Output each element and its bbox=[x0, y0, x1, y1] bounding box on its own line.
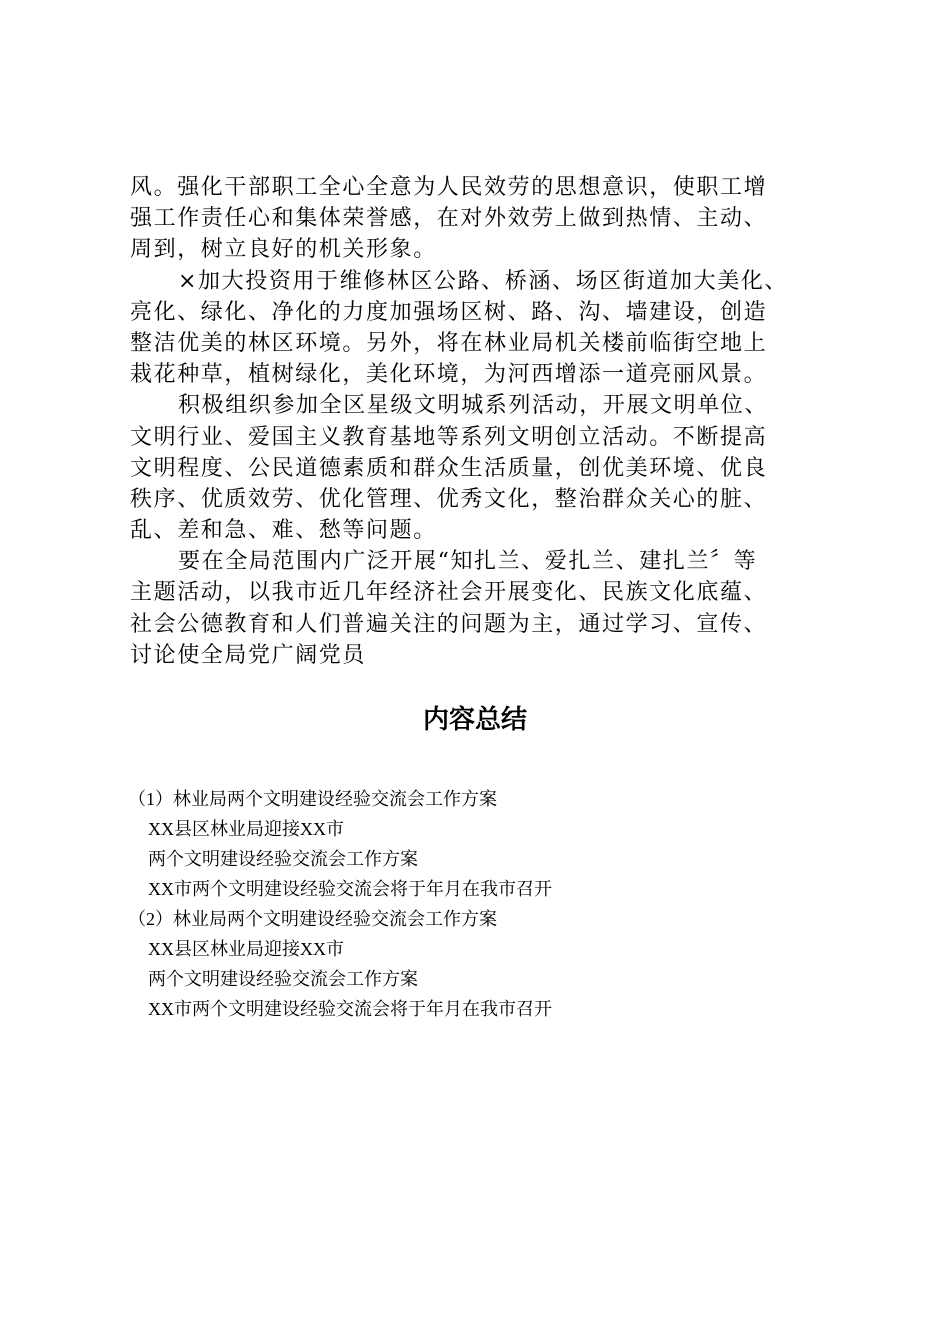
paragraph-line: 整洁优美的林区环境。另外，将在林业局机关楼前临街空地上 bbox=[130, 330, 768, 356]
paragraph-line: 强工作责任心和集体荣誉感，在对外效劳上做到热情、主动、 bbox=[130, 206, 768, 232]
document-body bbox=[130, 172, 830, 671]
paragraph-3 bbox=[130, 390, 830, 546]
paragraph-line: 乱、差和急、难、愁等问题。 bbox=[130, 518, 437, 544]
paragraph-line: 主题活动，以我市近几年经济社会开展变化、民族文化底蕴、 bbox=[130, 580, 768, 606]
paragraph-line: ×加大投资用于维修林区公路、桥涵、场区街道加大美化、 bbox=[178, 268, 789, 294]
summary-item: XX县区林业局迎接XX市 bbox=[148, 939, 344, 959]
summary-item: XX市两个文明建设经验交流会将于年月在我市召开 bbox=[148, 999, 552, 1019]
paragraph-line: 文明程度、公民道德素质和群众生活质量，创优美环境、优良 bbox=[130, 455, 768, 481]
paragraph-line: 周到，树立良好的机关形象。 bbox=[130, 237, 437, 263]
summary-heading: （1）林业局两个文明建设经验交流会工作方案 bbox=[128, 789, 497, 809]
summary-heading: （2）林业局两个文明建设经验交流会工作方案 bbox=[128, 909, 497, 929]
paragraph-1 bbox=[130, 172, 830, 266]
summary-item: 两个文明建设经验交流会工作方案 bbox=[148, 969, 418, 989]
paragraph-line: 社会公德教育和人们普遍关注的问题为主，通过学习、宣传、 bbox=[130, 611, 768, 637]
paragraph-4 bbox=[130, 546, 830, 671]
paragraph-2 bbox=[130, 266, 830, 391]
paragraph-line: 秩序、优质效劳、优化管理、优秀文化，整治群众关心的脏、 bbox=[130, 486, 768, 512]
summary-item: XX市两个文明建设经验交流会将于年月在我市召开 bbox=[148, 879, 552, 899]
summary-item: 两个文明建设经验交流会工作方案 bbox=[148, 849, 418, 869]
summary-list bbox=[128, 784, 848, 1024]
summary-title: 内容总结 bbox=[422, 705, 527, 734]
paragraph-line: 文明行业、爱国主义教育基地等系列文明创立活动。不断提高 bbox=[130, 424, 768, 450]
paragraph-line: 讨论使全局党广阔党员 bbox=[130, 642, 367, 668]
paragraph-line: 亮化、绿化、净化的力度加强场区树、路、沟、墙建设，创造 bbox=[130, 299, 768, 325]
paragraph-line: 风。强化干部职工全心全意为人民效劳的思想意识，使职工增 bbox=[130, 175, 768, 200]
paragraph-line: 积极组织参加全区星级文明城系列活动，开展文明单位、 bbox=[178, 393, 769, 419]
summary-item: XX县区林业局迎接XX市 bbox=[148, 819, 344, 839]
paragraph-line: 要在全局范围内广泛开展“知扎兰、爱扎兰、建扎兰〞等 bbox=[178, 549, 758, 575]
paragraph-line: 栽花种草，植树绿化，美化环境，为河西增添一道亮丽风景。 bbox=[130, 362, 768, 388]
